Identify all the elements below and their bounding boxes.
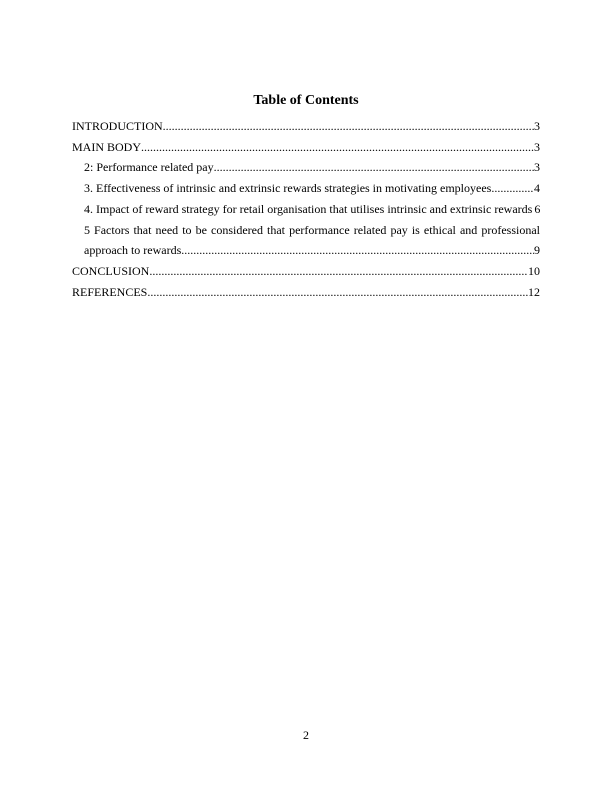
toc-entry-introduction[interactable]	[72, 116, 540, 137]
toc-entry-label: INTRODUCTION	[72, 119, 163, 133]
toc-entry-page: 6	[534, 201, 541, 216]
toc-dot-leader	[147, 282, 528, 303]
toc-dot-leader	[141, 137, 534, 158]
toc-list	[72, 116, 540, 302]
toc-entry-label: 3. Effectiveness of intrinsic and extrinsic rewards strategies in motivating employees	[84, 181, 492, 196]
toc-dot-leader	[163, 116, 534, 137]
toc-entry-main-body[interactable]	[72, 137, 540, 158]
toc-entry-effectiveness-of-rewards[interactable]	[72, 178, 540, 199]
toc-entry-label: 4. Impact of reward strategy for retail organisation that utilises intrinsic and extrinsic rewards	[84, 201, 533, 216]
toc-entry-performance-related-pay[interactable]	[72, 157, 540, 178]
toc-entry-page: 10	[528, 263, 540, 278]
toc-entry-label: CONCLUSION	[72, 263, 150, 278]
page-number: 2	[303, 728, 309, 742]
toc-entry-label: MAIN BODY	[72, 139, 141, 154]
toc-title: Table of Contents	[253, 93, 359, 108]
toc-entry-conclusion[interactable]	[72, 261, 540, 282]
toc-entry-page: 3	[534, 160, 540, 175]
toc-dot-leader	[491, 178, 534, 199]
toc-entry-label-line2: approach to rewards	[84, 243, 182, 258]
toc-entry-line2	[72, 240, 540, 261]
toc-entry-page: 12	[528, 284, 540, 299]
toc-entry-label-line1: 5 Factors that need to be considered that performance related pay is ethical and professional	[84, 222, 540, 237]
toc-entry-factors-ethical-pay[interactable]	[72, 220, 540, 261]
toc-entry-impact-of-reward-strategy[interactable]	[72, 199, 540, 220]
toc-entry-page: 9	[534, 243, 540, 258]
toc-entry-label: 2: Performance related pay	[84, 160, 214, 175]
toc-entry-label: REFERENCES	[72, 284, 148, 299]
toc-entry-page: 3	[534, 119, 540, 133]
toc-dot-leader	[214, 157, 534, 178]
toc-entry-page: 4	[534, 181, 540, 196]
toc-entry-page: 3	[534, 139, 540, 154]
toc-dot-leader	[149, 261, 528, 282]
toc-entry-references[interactable]	[72, 282, 540, 303]
toc-dot-leader	[181, 240, 534, 261]
